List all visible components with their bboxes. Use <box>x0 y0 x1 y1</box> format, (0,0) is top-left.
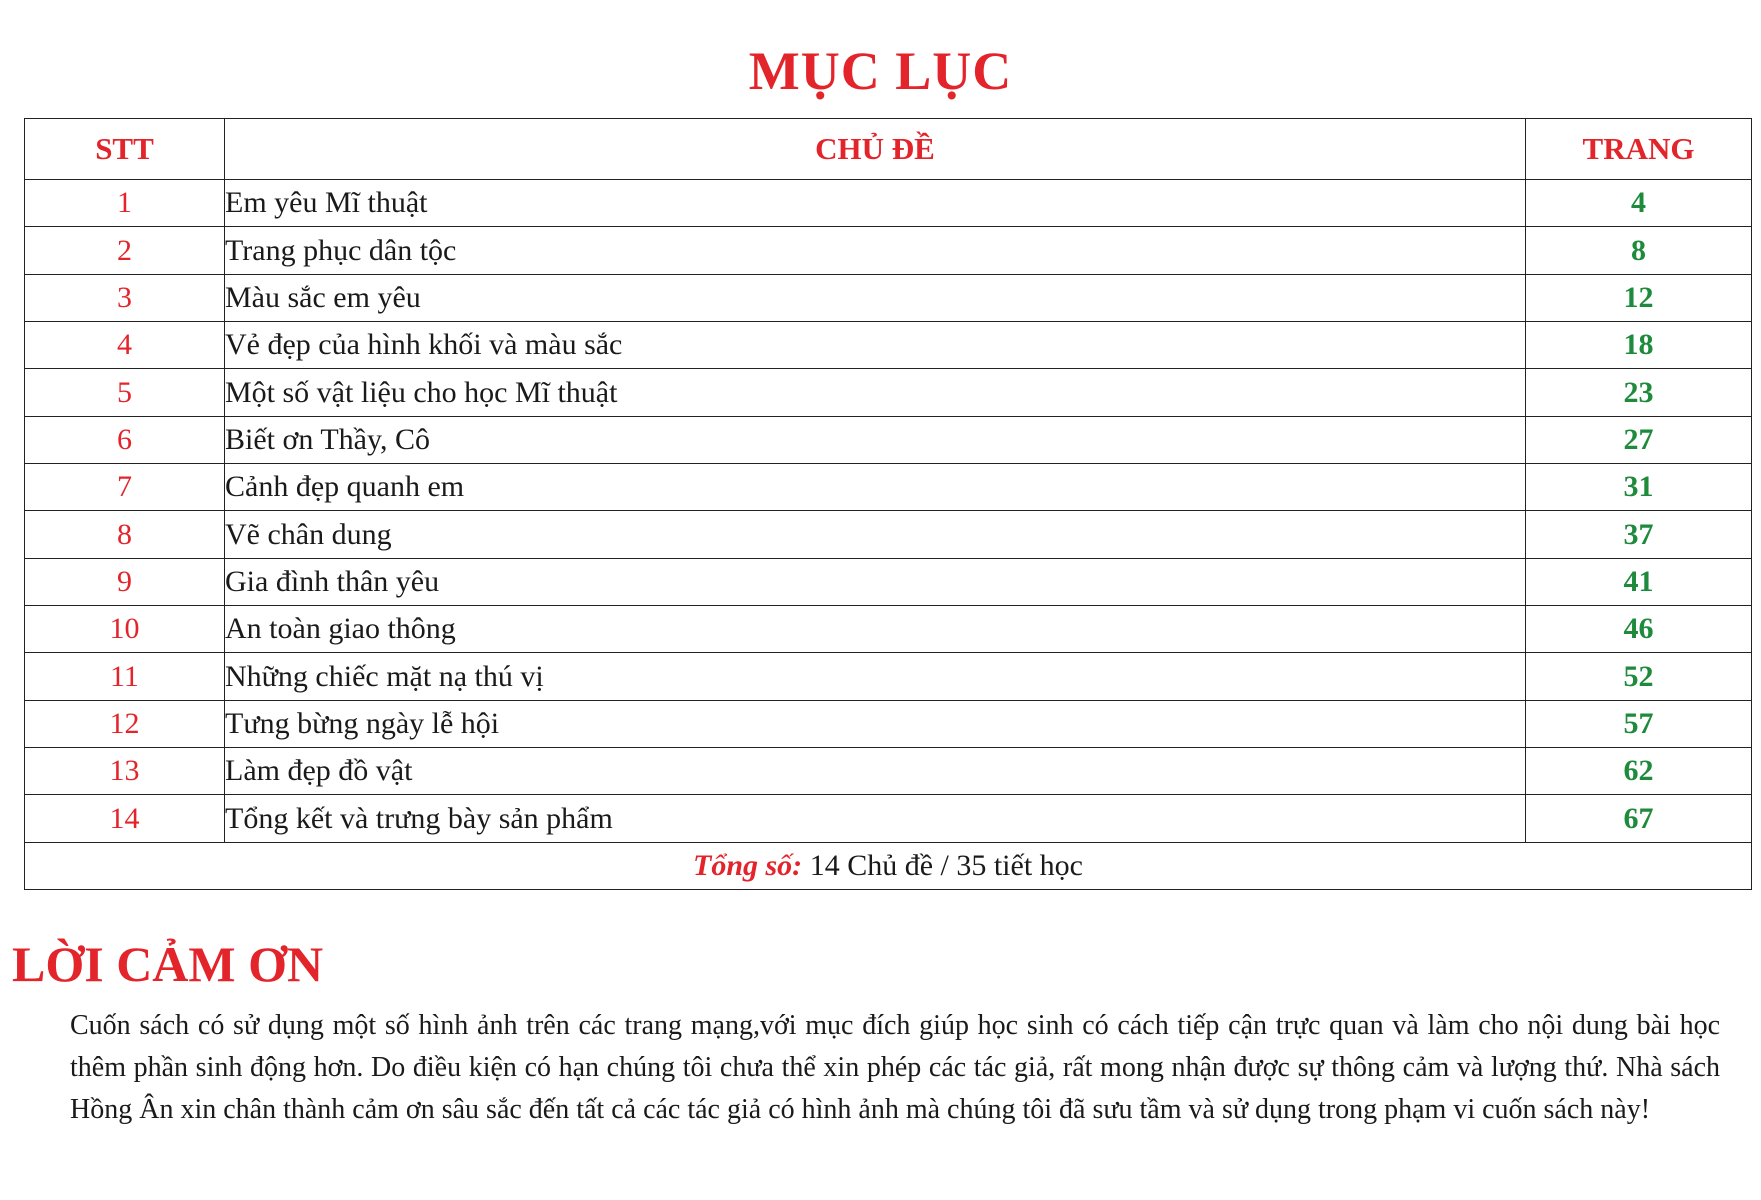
table-row <box>25 748 1752 795</box>
row-topic: Làm đẹp đồ vật <box>225 748 1526 795</box>
table-row <box>25 511 1752 558</box>
row-page: 31 <box>1526 464 1752 511</box>
acknowledgement-body: Cuốn sách có sử dụng một số hình ảnh trên các trang mạng,với mục đích giúp học sinh có cách tiếp cận trực quan và làm cho nội dung bài học thêm phần sinh động hơn. Do điều kiện có hạn chúng tôi chưa thể xin phép các tác giả, rất mong nhận được sự thông cảm và lượng thứ. Nhà sách Hồng Ân xin chân thành cảm ơn sâu sắc đến tất cả các tác giả có hình ảnh mà chúng tôi đã sưu tầm và sử dụng trong phạm vi cuốn sách này! <box>70 1010 1720 1125</box>
row-stt: 2 <box>25 227 225 274</box>
table-row <box>25 322 1752 369</box>
table-row <box>25 416 1752 463</box>
row-topic: Màu sắc em yêu <box>225 274 1526 321</box>
acknowledgement-title: LỜI CẢM ƠN <box>12 936 324 992</box>
header-topic: CHỦ ĐỀ <box>225 119 1526 180</box>
row-topic: Vẽ chân dung <box>225 511 1526 558</box>
row-page: 27 <box>1526 416 1752 463</box>
row-stt: 6 <box>25 416 225 463</box>
table-row <box>25 700 1752 747</box>
table-row <box>25 558 1752 605</box>
toc-table <box>24 118 1752 890</box>
table-row <box>25 227 1752 274</box>
row-topic: Em yêu Mĩ thuật <box>225 180 1526 227</box>
row-stt: 9 <box>25 558 225 605</box>
table-row <box>25 180 1752 227</box>
row-stt: 5 <box>25 369 225 416</box>
row-page: 23 <box>1526 369 1752 416</box>
row-page: 8 <box>1526 227 1752 274</box>
row-stt: 1 <box>25 180 225 227</box>
row-page: 4 <box>1526 180 1752 227</box>
row-stt: 13 <box>25 748 225 795</box>
row-topic: An toàn giao thông <box>225 606 1526 653</box>
row-page: 37 <box>1526 511 1752 558</box>
row-topic: Những chiếc mặt nạ thú vị <box>225 653 1526 700</box>
row-page: 18 <box>1526 322 1752 369</box>
table-row <box>25 464 1752 511</box>
table-row <box>25 795 1752 843</box>
row-page: 41 <box>1526 558 1752 605</box>
row-stt: 3 <box>25 274 225 321</box>
toc-total <box>25 843 1752 890</box>
row-topic: Một số vật liệu cho học Mĩ thuật <box>225 369 1526 416</box>
total-label: Tổng số: <box>693 849 803 882</box>
row-page: 67 <box>1526 795 1752 843</box>
header-page: TRANG <box>1526 119 1752 180</box>
row-topic: Cảnh đẹp quanh em <box>225 464 1526 511</box>
row-page: 57 <box>1526 700 1752 747</box>
row-page: 52 <box>1526 653 1752 700</box>
total-value: 14 Chủ đề / 35 tiết học <box>802 849 1083 882</box>
header-stt: STT <box>25 119 225 180</box>
row-stt: 8 <box>25 511 225 558</box>
toc-total-row <box>25 843 1752 890</box>
row-topic: Biết ơn Thầy, Cô <box>225 416 1526 463</box>
table-row <box>25 369 1752 416</box>
row-topic: Vẻ đẹp của hình khối và màu sắc <box>225 322 1526 369</box>
row-topic: Trang phục dân tộc <box>225 227 1526 274</box>
table-row <box>25 274 1752 321</box>
toc-title: MỤC LỤC <box>748 41 1013 101</box>
toc-body <box>25 180 1752 843</box>
row-page: 46 <box>1526 606 1752 653</box>
table-row <box>25 606 1752 653</box>
table-row <box>25 653 1752 700</box>
row-stt: 10 <box>25 606 225 653</box>
row-page: 12 <box>1526 274 1752 321</box>
row-page: 62 <box>1526 748 1752 795</box>
row-topic: Tưng bừng ngày lễ hội <box>225 700 1526 747</box>
toc-header-row <box>25 119 1752 180</box>
row-stt: 11 <box>25 653 225 700</box>
row-stt: 14 <box>25 795 225 843</box>
row-topic: Gia đình thân yêu <box>225 558 1526 605</box>
row-stt: 12 <box>25 700 225 747</box>
row-topic: Tổng kết và trưng bày sản phẩm <box>225 795 1526 843</box>
row-stt: 7 <box>25 464 225 511</box>
row-stt: 4 <box>25 322 225 369</box>
